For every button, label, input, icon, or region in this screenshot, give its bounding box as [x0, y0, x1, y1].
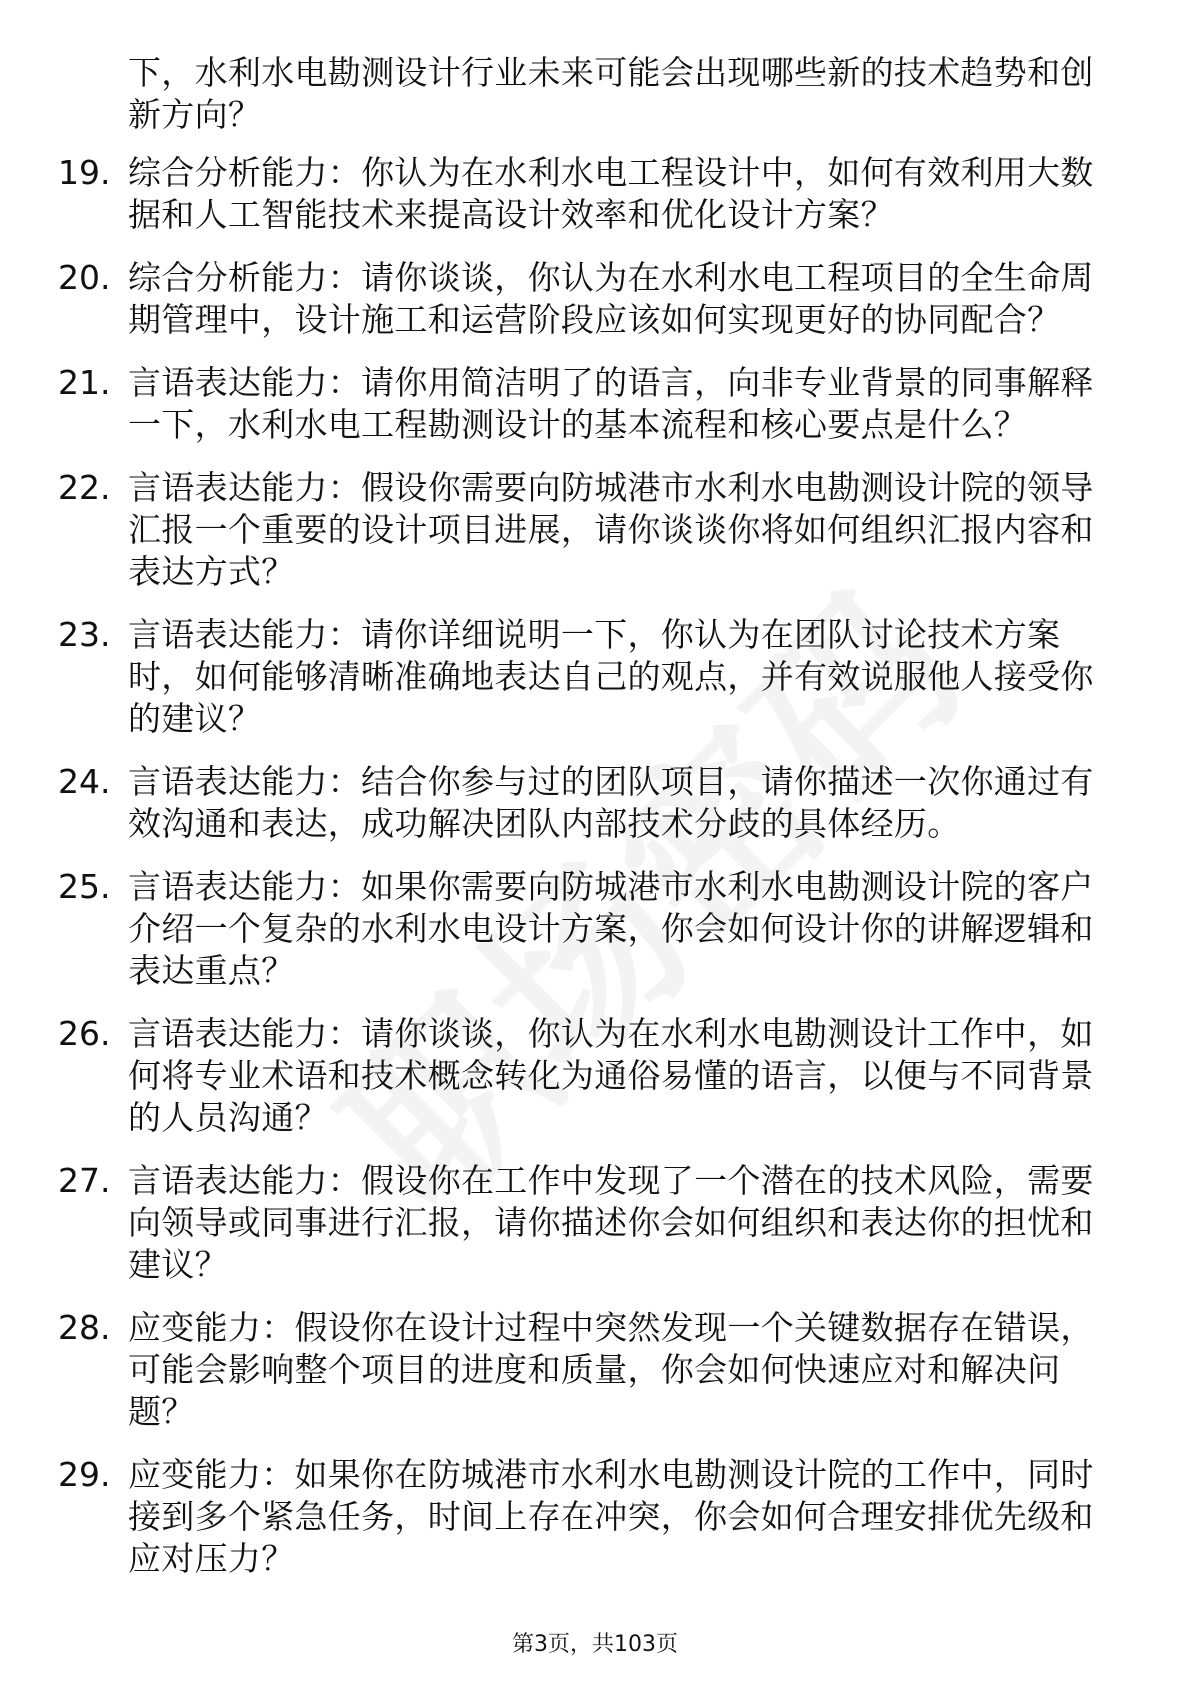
question-item	[0, 1454, 1190, 1580]
question-item	[0, 761, 1190, 845]
question-number: 23.	[58, 615, 111, 654]
question-item	[0, 467, 1190, 593]
question-number: 29.	[58, 1455, 111, 1494]
question-text: 言语表达能力：请你用简洁明了的语言，向非专业背景的同事解释一下，水利水电工程勘测设计的基本流程和核心要点是什么？	[128, 363, 1094, 444]
question-text: 言语表达能力：假设你在工作中发现了一个潜在的技术风险，需要向领导或同事进行汇报，请你描述你会如何组织和表达你的担忧和建议？	[128, 1161, 1094, 1284]
question-number: 26.	[58, 1014, 111, 1053]
page-footer: 第3页，共103页	[512, 1632, 678, 1657]
question-number: 19.	[58, 153, 111, 192]
question-number: 24.	[58, 762, 111, 801]
question-text: 综合分析能力：你认为在水利水电工程设计中，如何有效利用大数据和人工智能技术来提高设计效率和优化设计方案？	[128, 153, 1094, 234]
question-item	[0, 257, 1190, 341]
question-text: 言语表达能力：请你谈谈，你认为在水利水电勘测设计工作中，如何将专业术语和技术概念转化为通俗易懂的语言，以便与不同背景的人员沟通？	[128, 1014, 1094, 1137]
question-text: 应变能力：如果你在防城港市水利水电勘测设计院的工作中，同时接到多个紧急任务，时间上存在冲突，你会如何合理安排优先级和应对压力？	[128, 1455, 1094, 1578]
question-item	[0, 362, 1190, 446]
question-text: 言语表达能力：如果你需要向防城港市水利水电勘测设计院的客户介绍一个复杂的水利水电设计方案，你会如何设计你的讲解逻辑和表达重点？	[128, 867, 1094, 990]
question-number: 20.	[58, 258, 111, 297]
question-text: 言语表达能力：结合你参与过的团队项目，请你描述一次你通过有效沟通和表达，成功解决团队内部技术分歧的具体经历。	[128, 762, 1094, 843]
question-number: 27.	[58, 1161, 111, 1200]
question-item	[0, 152, 1190, 236]
question-text: 应变能力：假设你在设计过程中突然发现一个关键数据存在错误，可能会影响整个项目的进度和质量，你会如何快速应对和解决问题？	[128, 1308, 1094, 1431]
question-text: 言语表达能力：请你详细说明一下，你认为在团队讨论技术方案时，如何能够清晰准确地表达自己的观点，并有效说服他人接受你的建议？	[128, 615, 1094, 738]
question-number: 22.	[58, 468, 111, 507]
question-item	[0, 1013, 1190, 1139]
question-number: 28.	[58, 1308, 111, 1347]
continuation-paragraph: 下，水利水电勘测设计行业未来可能会出现哪些新的技术趋势和创新方向？	[128, 53, 1094, 134]
question-item	[0, 866, 1190, 992]
question-number: 21.	[58, 363, 111, 402]
question-text: 言语表达能力：假设你需要向防城港市水利水电勘测设计院的领导汇报一个重要的设计项目进展，请你谈谈你将如何组织汇报内容和表达方式？	[128, 468, 1094, 591]
question-item	[0, 614, 1190, 740]
question-number: 25.	[58, 867, 111, 906]
question-item	[0, 1307, 1190, 1433]
question-item	[0, 1160, 1190, 1286]
question-list	[0, 152, 1190, 1601]
question-text: 综合分析能力：请你谈谈，你认为在水利水电工程项目的全生命周期管理中，设计施工和运营阶段应该如何实现更好的协同配合？	[128, 258, 1094, 339]
